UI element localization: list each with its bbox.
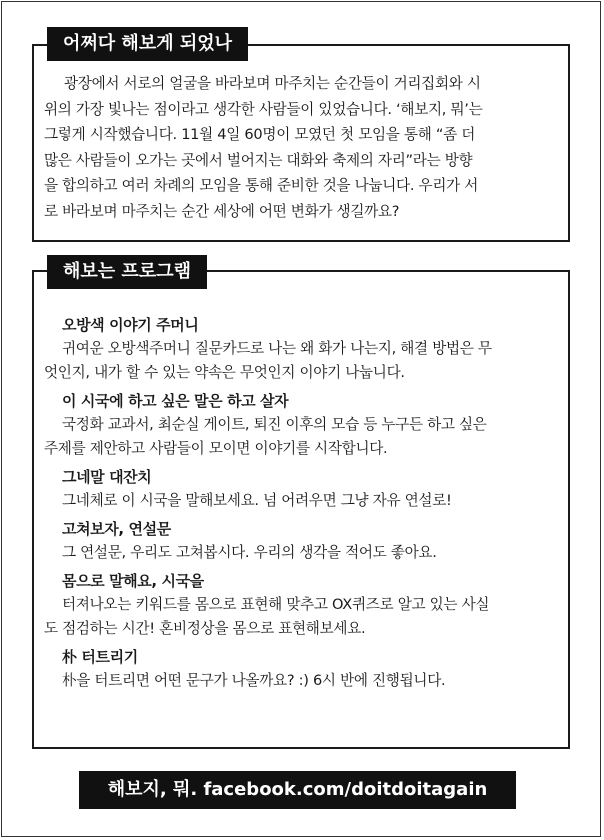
program-item <box>44 313 564 385</box>
footer-banner: 해보지, 뭐. facebook.com/doitdoitagain <box>79 771 516 809</box>
program-desc: 그네체로 이 시국을 말해보세요. 넘 어려우면 그냥 자유 연설로! <box>62 492 452 509</box>
program-title: 朴 터트리기 <box>62 648 138 666</box>
program-item <box>44 569 564 641</box>
program-desc: 그 연설문, 우리도 고쳐봅시다. 우리의 생각을 적어도 좋아요. <box>62 544 437 561</box>
program-desc: 터져나오는 키워드를 몸으로 표현해 맞추고 OX퀴즈로 알고 있는 사실 도 점검하는 시간! 혼비정상을 몸으로 표현해보세요. <box>44 596 490 637</box>
programs-heading: 해보는 프로그램 <box>47 255 207 289</box>
program-title: 그네말 대잔치 <box>62 468 152 486</box>
program-title: 오방색 이야기 주머니 <box>62 316 199 334</box>
program-desc: 朴을 터트리면 어떤 문구가 나올까요? :) 6시 반에 진행됩니다. <box>62 672 446 689</box>
program-desc: 국정화 교과서, 최순실 게이트, 퇴진 이후의 모습 등 누구든 하고 싶은 주제를 제안하고 사람들이 모이면 이야기를 시작합니다. <box>44 416 487 457</box>
program-title: 이 시국에 하고 싶은 말은 하고 살자 <box>62 392 289 410</box>
program-item <box>44 465 564 513</box>
program-item <box>44 645 564 693</box>
program-item <box>44 517 564 565</box>
intro-heading: 어쩌다 해보게 되었나 <box>47 27 248 61</box>
program-desc: 귀여운 오방색주머니 질문카드로 나는 왜 화가 나는지, 해결 방법은 무 엇인지, 내가 할 수 있는 약속은 무엇인지 이야기 나눕니다. <box>44 340 492 381</box>
intro-body: 광장에서 서로의 얼굴을 바라보며 마주치는 순간들이 거리집회와 시 위의 가장 빛나는 점이라고 생각한 사람들이 있었습니다. ‘해보지, 뭐’는 그렇게 시작했습니다. 11월 4일 60명이 모였던 첫 모임을 통해 “좀 더 많은 사람들이 오가는 곳에서 벌어지는 대화와 축제의 자리”라는 방향 을 합의하고 여러 차례의 모임을 통해 준비한 것을 나눕니다. 우리가 서 로 바라보며 마주치는 순간 세상에 어떤 변화가 생길까요? <box>44 75 483 220</box>
program-title: 몸으로 말해요, 시국을 <box>62 572 204 590</box>
program-title: 고쳐보자, 연설문 <box>62 520 171 538</box>
program-item <box>44 389 564 461</box>
program-list <box>44 313 564 697</box>
